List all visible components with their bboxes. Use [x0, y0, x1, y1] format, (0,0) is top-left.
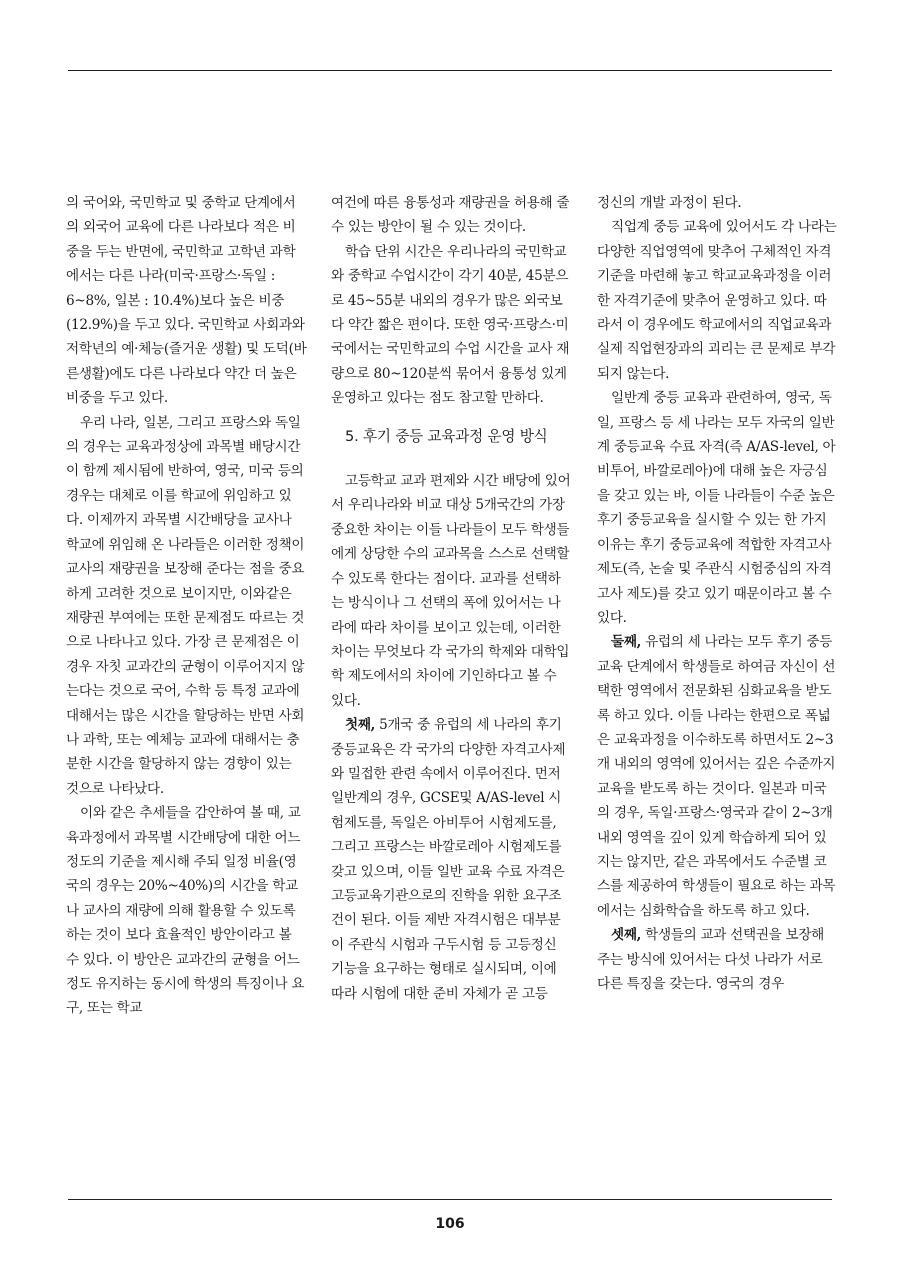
paragraph: [331, 713, 573, 1006]
paragraph: 우리 나라, 일본, 그리고 프랑스와 독일의 경우는 교육과정상에 과목별 배당시간이 함께 제시됨에 반하여, 영국, 미국 등의 경우는 대체로 이를 학교에 위임하고 있다. 이제까지 과목별 시간배당을 교사나 학교에 위임해 온 나라들은 이러한 정책이 교사의 재량권을 보장해 준다는 점을 중요하게 고려한 것으로 보이지만, 이와같은 재량권 부여에는 또한 문제점도 따르는 것으로 나타나고 있다. 가장 큰 문제점은 이 경우 자칫 교과간의 균형이 이루어지지 않는다는 것으로 국어, 수학 등 특정 교과에 대해서는 많은 시간을 할당하는 반면 사회나 과학, 또는 예체능 교과에 대해서는 충분한 시간을 할당하지 않는 경향이 있는 것으로 나타났다.: [66, 414, 305, 797]
paragraph: 여건에 따른 융통성과 재량권을 허용해 줄 수 있는 방안이 될 수 있는 것이다.: [331, 195, 570, 236]
paragraph: 일반계 중등 교육과 관련하여, 영국, 독일, 프랑스 등 세 나라는 모두 자국의 일반계 중등교육 수료 자격(즉 A/AS-level, 아비투어, 바깔로레아)에 대해 높은 자긍심을 갖고 있는 바, 이들 나라들이 수준 높은 후기 중등교육을 실시할 수 있는 한 가지 이유는 후기 중등교육에 적합한 자격고사 제도(즉, 논술 및 주관식 시험중심의 자격고사 제도)를 갖고 있기 때문이라고 볼 수 있다.: [597, 390, 836, 626]
page-number: 106: [435, 1216, 465, 1232]
paragraph: 의 국어와, 국민학교 및 중학교 단계에서의 외국어 교육에 다른 나라보다 적은 비중을 두는 반면에, 국민학교 고학년 과학에서는 다른 나라(미국·프랑스·독일 : 6~8%, 일본 : 10.4%)보다 높은 비중(12.9%)을 두고 있다. 국민학교 사회과와 저학년의 예·체능(즐거운 생활) 및 도덕(바른생활)에도 다른 나라보다 약간 더 높은 비중을 두고 있다.: [66, 195, 307, 407]
paragraph: [597, 923, 839, 996]
text-column-3: [597, 191, 839, 996]
paragraph: 정신의 개발 과정이 된다.: [597, 195, 742, 211]
paragraph: 학습 단위 시간은 우리나라의 국민학교와 중학교 수업시간이 각기 40분, 45분으로 45~55분 내외의 경우가 많은 외국보다 약간 짧은 편이다. 또한 영국·프랑스·미국에서는 국민학교의 수업 시간을 교사 재량으로 80~120분씩 묶어서 융통성 있게 운영하고 있다는 점도 참고할 만하다.: [331, 243, 570, 407]
paragraph-text: 유럽의 세 나라는 모두 후기 중등교육 단계에서 학생들로 하여금 자신이 선택한 영역에서 전문화된 심화교육을 받도록 하고 있다. 이들 나라는 한편으로 폭넓은 교육과정을 이수하도록 하면서도 2~3개 내외의 영역에 있어서는 깊은 수준까지 교육을 받도록 하는 것이다. 일본과 미국의 경우, 독일·프랑스·영국과 같이 2~3개 내외 영역을 깊이 있게 학습하게 되어 있지는 않지만, 같은 과목에서도 수준별 코스를 제공하여 학생들이 필요로 하는 과목에서는 심화학습을 하도록 하고 있다.: [597, 634, 836, 919]
paragraph: 직업계 중등 교육에 있어서도 각 나라는 다양한 직업영역에 맞추어 구체적인 자격기준을 마련해 놓고 학교교육과정을 이러한 자격기준에 맞추어 운영하고 있다. 따라서 이 경우에도 학교에서의 직업교육과 실제 직업현장과의 괴리는 큰 문제로 부각되지 않는다.: [597, 219, 837, 382]
paragraph-lead: 둘째,: [611, 634, 642, 651]
section-heading: 5. 후기 중등 교육과정 운영 방식: [345, 427, 548, 445]
paragraph-lead: 셋째,: [611, 927, 642, 944]
paragraph: 고등학교 교과 편제와 시간 배당에 있어서 우리나라와 비교 대상 5개국간의 가장 중요한 차이는 이들 나라들이 모두 학생들에게 상당한 수의 교과목을 스스로 선택할 수 있도록 한다는 점이다. 교과를 선택하는 방식이나 그 선택의 폭에 있어서는 나라에 따라 차이를 보이고 있는데, 이러한 차이는 무엇보다 각 국가의 학제와 대학입학 제도에서의 차이에 기인하다고 볼 수 있다.: [331, 473, 571, 709]
text-column-1: [66, 191, 308, 1021]
paragraph: 이와 같은 추세들을 감안하여 볼 때, 교육과정에서 과목별 시간배당에 대한 어느 정도의 기준을 제시해 주되 일정 비율(영국의 경우는 20%~40%)의 시간을 학교나 교사의 재량에 의해 활용할 수 있도록 하는 것이 보다 효율적인 방안이라고 볼 수 있다. 이 방안은 교과간의 균형을 어느정도 유지하는 동시에 학생의 특징이나 요구, 또는 학교: [66, 805, 305, 1017]
top-rule: [68, 70, 832, 71]
bottom-rule: [68, 1199, 832, 1200]
paragraph-text: 학생들의 교과 선택권을 보장해 주는 방식에 있어서는 다섯 나라가 서로 다른 특징을 갖는다. 영국의 경우: [597, 927, 825, 992]
paragraph: [597, 630, 839, 923]
paragraph-lead: 첫째,: [345, 717, 376, 734]
paragraph-text: 5개국 중 유럽의 세 나라의 후기 중등교육은 각 국가의 다양한 자격고사제와 밀접한 관련 속에서 이루어진다. 먼저 일반계의 경우, GCSE및 A/AS-level 시험제도를, 독일은 아비투어 시험제도를, 그리고 프랑스는 바깔로레아 시험제도를 갖고 있으며, 이들 일반 교육 수료 자격은 고등교육기관으로의 진학을 위한 요구조건이 된다. 이들 제반 자격시험은 대부분이 주관식 시험과 구두시험 등 고등정신 기능을 요구하는 형태로 실시되며, 이에 따라 시험에 대한 준비 자체가 곧 고등: [331, 717, 566, 1002]
text-column-2: [331, 191, 573, 1006]
